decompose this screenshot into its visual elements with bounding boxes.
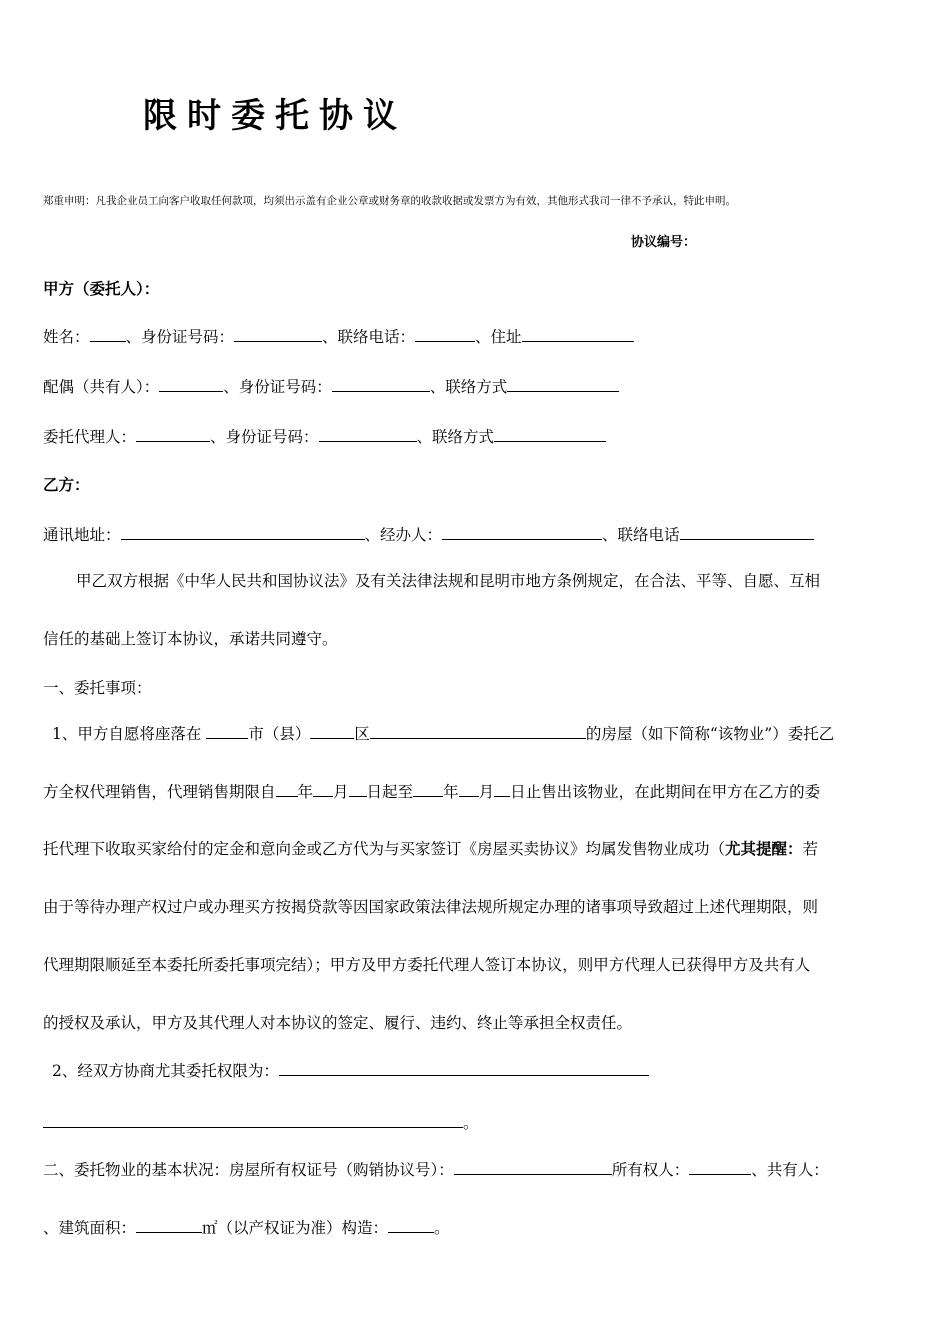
item-1-line-3 bbox=[43, 838, 818, 860]
certificate-number-blank[interactable] bbox=[454, 1158, 612, 1175]
item-1-line-2 bbox=[43, 780, 820, 803]
party-a-heading: 甲方（委托人）： bbox=[43, 279, 160, 298]
item-1-text-d: 的房屋（如下简称“该物业”）委托乙 bbox=[585, 725, 835, 743]
item-1-text-b: 市（县） bbox=[248, 725, 311, 743]
area-label: 、建筑面积： bbox=[43, 1219, 137, 1237]
party-b-handler-blank[interactable] bbox=[442, 523, 602, 540]
to-year-blank[interactable] bbox=[413, 780, 443, 797]
to-month-blank[interactable] bbox=[459, 780, 479, 797]
item-1-line-4: 由于等待办理产权过户或办理买方按揭贷款等因国家政策法律法规所规定办理的诸事项导致超过上述代理期限，则 bbox=[43, 898, 819, 916]
section-1-heading: 一、委托事项： bbox=[43, 679, 152, 697]
year-label-1: 年 bbox=[297, 783, 314, 801]
section-2-line-1 bbox=[43, 1158, 829, 1181]
location-blank[interactable] bbox=[370, 722, 586, 739]
party-b-heading: 乙方： bbox=[43, 475, 90, 494]
spouse-contact-blank[interactable] bbox=[507, 375, 619, 392]
name-label: 姓名： bbox=[43, 328, 90, 346]
name-blank[interactable] bbox=[90, 325, 126, 342]
agreement-number-label: 协议编号： bbox=[631, 235, 697, 250]
preamble-line-1: 甲乙双方根据《中华人民共和国协议法》及有关法律法规和昆明市地方条例规定，在合法、平等、自愿、互相 bbox=[76, 572, 821, 590]
authority-blank-1[interactable] bbox=[279, 1059, 649, 1076]
owner-label: 所有权人： bbox=[611, 1161, 690, 1179]
co-owner-label: 、共有人： bbox=[751, 1161, 829, 1179]
agent-label: 委托代理人： bbox=[43, 428, 137, 446]
section-2-end: 。 bbox=[434, 1219, 450, 1237]
city-blank[interactable] bbox=[206, 722, 248, 739]
section-2-text-a: 二、委托物业的基本状况：房屋所有权证号（购销协议号）： bbox=[43, 1161, 454, 1179]
party-a-info-line bbox=[43, 325, 634, 348]
item-2-end: 。 bbox=[463, 1114, 479, 1132]
item-1-line-1 bbox=[52, 722, 834, 745]
item-2-line-2 bbox=[43, 1111, 479, 1134]
month-label-1: 月 bbox=[333, 783, 349, 801]
spouse-id-label: 、身份证号码： bbox=[223, 378, 332, 396]
spouse-name-blank[interactable] bbox=[159, 375, 223, 392]
item-1-text-l2a: 方全权代理销售，代理销售期限自 bbox=[43, 783, 276, 801]
party-b-address-label: 通讯地址： bbox=[43, 526, 121, 544]
phone-blank[interactable] bbox=[415, 325, 475, 342]
structure-label: ㎡（以产权证为准）构造： bbox=[202, 1219, 389, 1237]
structure-blank[interactable] bbox=[388, 1216, 434, 1233]
agent-id-label: 、身份证号码： bbox=[210, 428, 319, 446]
party-b-phone-label: 、联络电话 bbox=[602, 526, 680, 544]
notice-statement: 郑重申明：凡我企业员工向客户收取任何款项，均须出示盖有企业公章或财务章的收款收据或发票方为有效，其他形式我司一律不予承认，特此申明。 bbox=[43, 195, 736, 207]
agent-contact-blank[interactable] bbox=[494, 425, 606, 442]
spouse-id-blank[interactable] bbox=[332, 375, 430, 392]
special-reminder: 尤其提醒： bbox=[725, 839, 803, 858]
party-b-address-blank[interactable] bbox=[121, 523, 365, 540]
item-1-text-l3-end: 若 bbox=[802, 840, 819, 858]
address-blank[interactable] bbox=[522, 325, 634, 342]
party-b-phone-blank[interactable] bbox=[680, 523, 814, 540]
item-1-line-6: 的授权及承认，甲方及其代理人对本协议的签定、履行、违约、终止等承担全权责任。 bbox=[43, 1014, 633, 1032]
agent-name-blank[interactable] bbox=[136, 425, 210, 442]
year-label-2: 年 bbox=[443, 783, 459, 801]
document-title: 限时委托协议 bbox=[143, 96, 407, 136]
section-2-line-2 bbox=[43, 1216, 450, 1239]
agent-id-blank[interactable] bbox=[319, 425, 417, 442]
party-b-handler-label: 、经办人： bbox=[364, 526, 443, 544]
item-1-line-5: 代理期限顺延至本委托所委托事项完结）；甲方及甲方委托代理人签订本协议，则甲方代理人已获得甲方及共有人 bbox=[43, 956, 811, 974]
to-day-blank[interactable] bbox=[494, 780, 510, 797]
agent-contact-label: 、联络方式 bbox=[416, 428, 495, 446]
from-year-blank[interactable] bbox=[276, 780, 298, 797]
item-1-text-c: 区 bbox=[354, 725, 370, 743]
day-to-label: 日止售出该物业，在此期间在甲方在乙方的委 bbox=[510, 783, 821, 801]
spouse-label: 配偶（共有人）： bbox=[43, 378, 160, 396]
id-label: 、身份证号码： bbox=[125, 328, 235, 346]
party-b-info-line bbox=[43, 523, 814, 546]
district-blank[interactable] bbox=[310, 722, 354, 739]
area-blank[interactable] bbox=[136, 1216, 202, 1233]
authority-blank-2[interactable] bbox=[43, 1111, 463, 1128]
preamble-line-2: 信任的基础上签订本协议，承诺共同遵守。 bbox=[43, 630, 338, 648]
from-day-blank[interactable] bbox=[349, 780, 367, 797]
item-2-label: 2、经双方协商尤其委托权限为： bbox=[52, 1062, 279, 1080]
spouse-contact-label: 、联络方式 bbox=[429, 378, 508, 396]
phone-label: 、联络电话： bbox=[322, 328, 416, 346]
spouse-info-line bbox=[43, 375, 619, 398]
agent-info-line bbox=[43, 425, 606, 448]
id-blank[interactable] bbox=[234, 325, 322, 342]
item-2-line-1 bbox=[52, 1059, 649, 1082]
address-label: 、住址 bbox=[475, 328, 522, 346]
item-1-text-a: 1、甲方自愿将座落在 bbox=[52, 725, 202, 743]
day-from-label: 日起至 bbox=[366, 783, 414, 801]
month-label-2: 月 bbox=[478, 783, 495, 801]
owner-blank[interactable] bbox=[689, 1158, 751, 1175]
from-month-blank[interactable] bbox=[313, 780, 333, 797]
item-1-text-l3: 托代理下收取买家给付的定金和意向金或乙方代为与买家签订《房屋买卖协议》均属发售物业成功（ bbox=[43, 840, 726, 858]
